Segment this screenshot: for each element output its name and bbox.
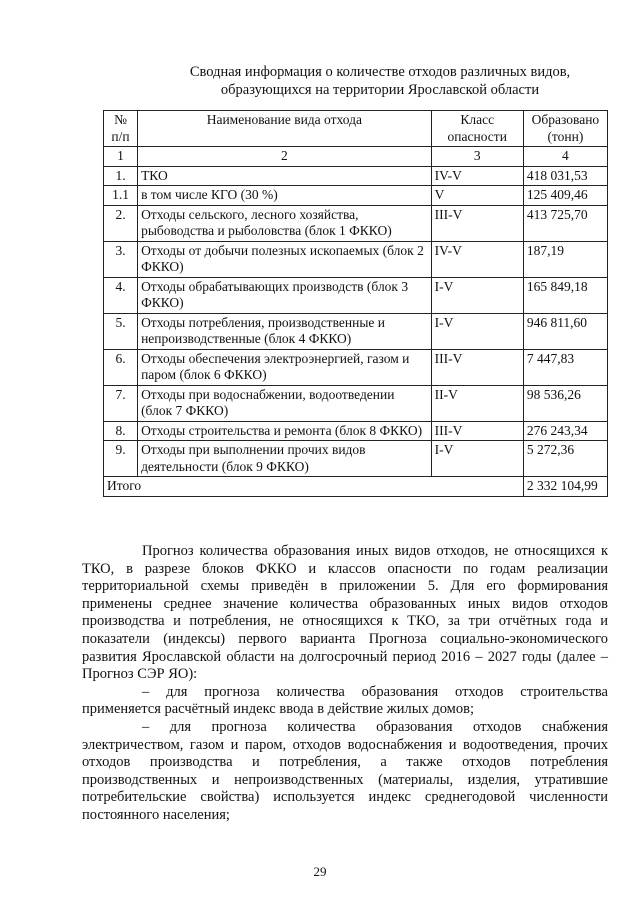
row-name-cell: Отходы при выполнении прочих видов деятельности (блок 9 ФККО) — [138, 441, 432, 477]
total-amount: 2 332 104,99 — [523, 477, 607, 497]
row-amount-cell: 5 272,36 — [523, 441, 607, 477]
row-class-cell: I-V — [431, 277, 523, 313]
row-class-cell: IV-V — [431, 241, 523, 277]
row-num-cell: 9. — [104, 441, 138, 477]
row-name-cell: Отходы при водоснабжении, водоотведении (блок 7 ФККО) — [138, 385, 432, 421]
paragraph: – для прогноза количества образования отходов снабжения электричеством, газом и паром, отходов водоснабжения и водоотведения, прочих отходов производства и потребления, а также отходов потребления производственных и непроизводственных (материалы, изделия, утратившие потребительские свойства) используется индекс среднегодовой численности постоянного населения; — [82, 718, 608, 823]
row-class-cell: I-V — [431, 441, 523, 477]
row-num-cell: 6. — [104, 349, 138, 385]
row-class-cell: IV-V — [431, 166, 523, 186]
table-row — [104, 186, 608, 206]
row-num-cell: 4. — [104, 277, 138, 313]
total-label: Итого — [104, 477, 524, 497]
index-cell: 1 — [104, 147, 138, 167]
index-cell: 4 — [523, 147, 607, 167]
row-name-cell: Отходы от добычи полезных ископаемых (блок 2 ФККО) — [138, 241, 432, 277]
index-cell: 3 — [431, 147, 523, 167]
row-class-cell: III-V — [431, 205, 523, 241]
table-row — [104, 421, 608, 441]
row-name-cell: Отходы сельского, лесного хозяйства, рыбоводства и рыболовства (блок 1 ФККО) — [138, 205, 432, 241]
row-num-cell: 7. — [104, 385, 138, 421]
row-class-cell: III-V — [431, 349, 523, 385]
table-index-row — [104, 147, 608, 167]
row-amount-cell: 187,19 — [523, 241, 607, 277]
body-text — [82, 543, 608, 825]
header-class: Класс опасности — [431, 111, 523, 147]
row-amount-cell: 946 811,60 — [523, 313, 607, 349]
row-class-cell: I-V — [431, 313, 523, 349]
row-num-cell: 5. — [104, 313, 138, 349]
row-amount-cell: 125 409,46 — [523, 186, 607, 206]
row-amount-cell: 7 447,83 — [523, 349, 607, 385]
header-num: № п/п — [104, 111, 138, 147]
table-row — [104, 205, 608, 241]
row-num-cell: 1. — [104, 166, 138, 186]
row-amount-cell: 413 725,70 — [523, 205, 607, 241]
row-name-cell: Отходы обеспечения электроэнергией, газом и паром (блок 6 ФККО) — [138, 349, 432, 385]
row-num-cell: 2. — [104, 205, 138, 241]
table-header-row — [104, 111, 608, 147]
header-name: Наименование вида отхода — [138, 111, 432, 147]
table-row — [104, 441, 608, 477]
row-class-cell: III-V — [431, 421, 523, 441]
row-name-cell: ТКО — [138, 166, 432, 186]
row-amount-cell: 165 849,18 — [523, 277, 607, 313]
row-amount-cell: 418 031,53 — [523, 166, 607, 186]
header-amount: Образовано (тонн) — [523, 111, 607, 147]
row-amount-cell: 98 536,26 — [523, 385, 607, 421]
table-title-line-1: Сводная информация о количестве отходов различных видов, — [189, 64, 571, 80]
paragraph: Прогноз количества образования иных видов отходов, не относящихся к ТКО, в разрезе блоков ФККО и классов опасности по годам реализации территориальной схемы приведён в приложении 5. Для его формирования применены среднее значение количества образованных иных видов отходов производства и потребления, не относящихся к ТКО, за три отчётных года и показатели (индексы) первого варианта Прогноза социально-экономического развития Ярославской области на долгосрочный период 2016 – 2027 годы (далее – Прогноз СЭР ЯО): — [82, 543, 608, 683]
table-row — [104, 241, 608, 277]
table-total-row — [104, 477, 608, 497]
row-num-cell: 1.1 — [104, 186, 138, 206]
row-amount-cell: 276 243,34 — [523, 421, 607, 441]
page-number: 29 — [313, 864, 327, 879]
table-row — [104, 385, 608, 421]
table-title-line-2: образующихся на территории Ярославской области — [220, 82, 540, 98]
row-num-cell: 3. — [104, 241, 138, 277]
row-class-cell: V — [431, 186, 523, 206]
row-name-cell: Отходы обрабатывающих производств (блок 3 ФККО) — [138, 277, 432, 313]
row-num-cell: 8. — [104, 421, 138, 441]
table-row — [104, 166, 608, 186]
row-name-cell: Отходы потребления, производственные и непроизводственные (блок 4 ФККО) — [138, 313, 432, 349]
row-name-cell: в том числе КГО (30 %) — [138, 186, 432, 206]
table-row — [104, 349, 608, 385]
table-row — [104, 313, 608, 349]
table-title — [150, 63, 610, 99]
waste-summary-table — [103, 110, 608, 497]
row-class-cell: II-V — [431, 385, 523, 421]
row-name-cell: Отходы строительства и ремонта (блок 8 ФККО) — [138, 421, 432, 441]
table-row — [104, 277, 608, 313]
paragraph: – для прогноза количества образования отходов строительства применяется расчётный индекс ввода в действие жилых домов; — [82, 683, 608, 718]
index-cell: 2 — [138, 147, 432, 167]
